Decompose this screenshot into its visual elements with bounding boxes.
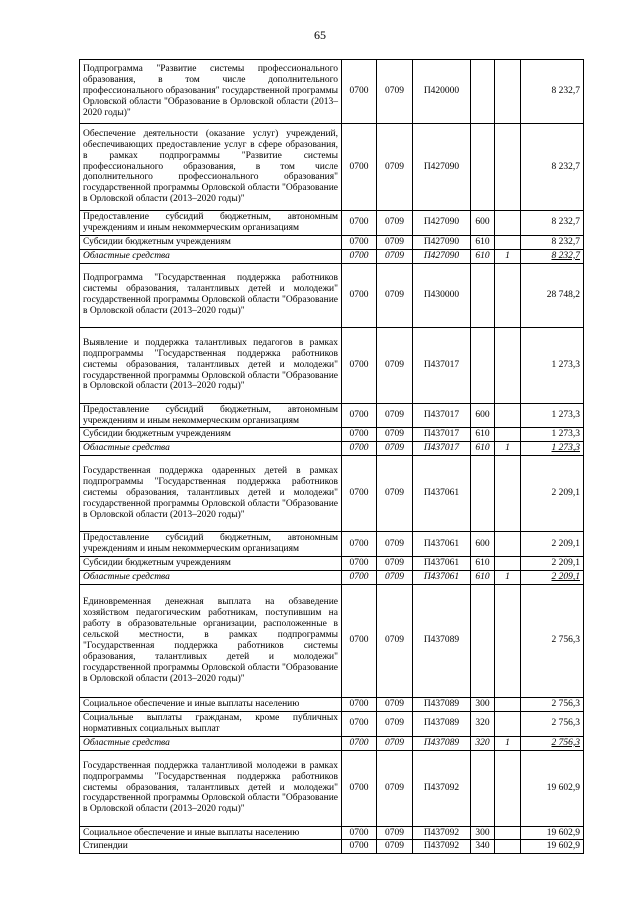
section-code-cell: 0700	[342, 697, 377, 711]
funding-source-cell: 1	[495, 249, 521, 263]
table-body	[80, 60, 584, 854]
row-name-cell: Предоставление субсидий бюджетным, автономным учреждениям и иным некоммерческим организациям	[80, 532, 342, 557]
funding-source-cell	[495, 124, 521, 211]
section-code-cell: 0700	[342, 235, 377, 249]
table-row	[80, 584, 584, 697]
row-name-cell: Обеспечение деятельности (оказание услуг) учреждений, обеспечивающих предоставление услуг в сфере образования, в рамках подпрограммы "Развитие системы профессионального образования, в том числе дополнительного профессионального образования" государственной программы Орловской области "Образование в Орловской области (2013–2020 годы)"	[80, 124, 342, 211]
row-name-cell: Субсидии бюджетным учреждениям	[80, 428, 342, 442]
amount-cell: 19 602,9	[521, 840, 584, 854]
row-name-cell: Областные средства	[80, 570, 342, 584]
row-name-cell: Социальные выплаты гражданам, кроме публичных нормативных социальных выплат	[80, 711, 342, 736]
subsection-code-cell: 0709	[377, 557, 413, 571]
funding-source-cell	[495, 60, 521, 124]
section-code-cell: 0700	[342, 249, 377, 263]
subsection-code-cell: 0709	[377, 584, 413, 697]
expense-type-cell: 610	[471, 249, 495, 263]
section-code-cell: 0700	[342, 211, 377, 236]
amount-value: 2 209,1	[551, 571, 580, 582]
amount-cell: 1 273,3	[521, 327, 584, 403]
expense-type-cell: 600	[471, 403, 495, 428]
expense-type-cell: 340	[471, 840, 495, 854]
target-article-cell: П437089	[413, 584, 471, 697]
table-row	[80, 249, 584, 263]
funding-source-cell	[495, 711, 521, 736]
section-code-cell: 0700	[342, 750, 377, 826]
row-name-cell: Выявление и поддержка талантливых педагогов в рамках подпрограммы "Государственная поддержка работников системы образования, талантливых детей и молодежи" государственной программы Орловской области "Образование в Орловской области (2013–2020 годы)"	[80, 327, 342, 403]
target-article-cell: П437061	[413, 570, 471, 584]
funding-source-cell: 1	[495, 442, 521, 456]
expense-type-cell: 610	[471, 570, 495, 584]
section-code-cell: 0700	[342, 557, 377, 571]
subsection-code-cell: 0709	[377, 428, 413, 442]
amount-cell: 1 273,3	[521, 403, 584, 428]
section-code-cell: 0700	[342, 532, 377, 557]
amount-value: 1 273,3	[551, 443, 580, 454]
funding-source-cell	[495, 826, 521, 840]
table-row	[80, 428, 584, 442]
amount-cell: 19 602,9	[521, 750, 584, 826]
expense-type-cell: 600	[471, 211, 495, 236]
target-article-cell: П420000	[413, 60, 471, 124]
amount-cell: 2 209,1	[521, 532, 584, 557]
expense-type-cell	[471, 456, 495, 532]
subsection-code-cell: 0709	[377, 750, 413, 826]
expense-type-cell	[471, 584, 495, 697]
table-row	[80, 840, 584, 854]
target-article-cell: П427090	[413, 249, 471, 263]
expense-type-cell	[471, 263, 495, 327]
amount-cell: 28 748,2	[521, 263, 584, 327]
amount-cell: 8 232,7	[521, 235, 584, 249]
subsection-code-cell: 0709	[377, 736, 413, 750]
subsection-code-cell: 0709	[377, 403, 413, 428]
funding-source-cell	[495, 211, 521, 236]
table-row	[80, 327, 584, 403]
budget-table	[79, 59, 584, 854]
amount-cell: 2 756,3	[521, 697, 584, 711]
amount-cell	[521, 442, 584, 456]
target-article-cell: П430000	[413, 263, 471, 327]
target-article-cell: П437017	[413, 442, 471, 456]
target-article-cell: П437089	[413, 711, 471, 736]
amount-cell: 8 232,7	[521, 60, 584, 124]
funding-source-cell	[495, 697, 521, 711]
amount-cell: 2 209,1	[521, 456, 584, 532]
target-article-cell: П437089	[413, 736, 471, 750]
subsection-code-cell: 0709	[377, 263, 413, 327]
section-code-cell: 0700	[342, 711, 377, 736]
subsection-code-cell: 0709	[377, 826, 413, 840]
table-row	[80, 263, 584, 327]
expense-type-cell: 320	[471, 736, 495, 750]
table-row	[80, 403, 584, 428]
funding-source-cell	[495, 327, 521, 403]
row-name-cell: Государственная поддержка одаренных детей в рамках подпрограммы "Государственная поддержка работников системы образования, талантливых детей и молодежи" государственной программы Орловской области "Образование в Орловской области (2013–2020 годы)"	[80, 456, 342, 532]
subsection-code-cell: 0709	[377, 124, 413, 211]
amount-cell	[521, 736, 584, 750]
table-row	[80, 60, 584, 124]
row-name-cell: Предоставление субсидий бюджетным, автономным учреждениям и иным некоммерческим организациям	[80, 403, 342, 428]
subsection-code-cell: 0709	[377, 235, 413, 249]
table-row	[80, 211, 584, 236]
target-article-cell: П437017	[413, 428, 471, 442]
table-row	[80, 557, 584, 571]
funding-source-cell	[495, 840, 521, 854]
subsection-code-cell: 0709	[377, 697, 413, 711]
funding-source-cell	[495, 584, 521, 697]
target-article-cell: П437061	[413, 456, 471, 532]
funding-source-cell	[495, 532, 521, 557]
funding-source-cell	[495, 428, 521, 442]
table-row	[80, 711, 584, 736]
table-row	[80, 442, 584, 456]
expense-type-cell: 610	[471, 557, 495, 571]
funding-source-cell	[495, 403, 521, 428]
expense-type-cell: 320	[471, 711, 495, 736]
subsection-code-cell: 0709	[377, 711, 413, 736]
section-code-cell: 0700	[342, 263, 377, 327]
row-name-cell: Социальное обеспечение и иные выплаты населению	[80, 826, 342, 840]
page-number: 65	[314, 28, 326, 42]
table-row	[80, 124, 584, 211]
subsection-code-cell: 0709	[377, 60, 413, 124]
amount-cell: 8 232,7	[521, 211, 584, 236]
section-code-cell: 0700	[342, 584, 377, 697]
amount-value: 2 756,3	[551, 737, 580, 748]
table-row	[80, 532, 584, 557]
target-article-cell: П437092	[413, 840, 471, 854]
row-name-cell: Единовременная денежная выплата на обзаведение хозяйством педагогическим работникам, поступившим на работу в образовательные организации, расположенные в сельской местности, в рамках подпрограммы "Государственная поддержка работников системы образования, талантливых детей и молодежи" государственной программы Орловской области "Образование в Орловской области (2013–2020 годы)"	[80, 584, 342, 697]
subsection-code-cell: 0709	[377, 249, 413, 263]
funding-source-cell	[495, 456, 521, 532]
amount-cell	[521, 249, 584, 263]
funding-source-cell	[495, 263, 521, 327]
funding-source-cell: 1	[495, 736, 521, 750]
amount-cell: 19 602,9	[521, 826, 584, 840]
subsection-code-cell: 0709	[377, 570, 413, 584]
section-code-cell: 0700	[342, 403, 377, 428]
section-code-cell: 0700	[342, 442, 377, 456]
amount-value: 8 232,7	[551, 250, 580, 261]
section-code-cell: 0700	[342, 327, 377, 403]
expense-type-cell	[471, 124, 495, 211]
target-article-cell: П437092	[413, 826, 471, 840]
row-name-cell: Областные средства	[80, 442, 342, 456]
expense-type-cell: 600	[471, 532, 495, 557]
amount-cell	[521, 570, 584, 584]
expense-type-cell	[471, 327, 495, 403]
amount-cell: 2 756,3	[521, 584, 584, 697]
table-row	[80, 456, 584, 532]
expense-type-cell: 610	[471, 428, 495, 442]
subsection-code-cell: 0709	[377, 442, 413, 456]
row-name-cell: Подпрограмма "Государственная поддержка работников системы образования, талантливых детей и молодежи" государственной программы Орловской области "Образование в Орловской области (2013–2020 годы)"	[80, 263, 342, 327]
target-article-cell: П437061	[413, 557, 471, 571]
funding-source-cell	[495, 235, 521, 249]
target-article-cell: П427090	[413, 235, 471, 249]
amount-cell: 8 232,7	[521, 124, 584, 211]
table-row	[80, 736, 584, 750]
subsection-code-cell: 0709	[377, 211, 413, 236]
subsection-code-cell: 0709	[377, 532, 413, 557]
section-code-cell: 0700	[342, 428, 377, 442]
section-code-cell: 0700	[342, 840, 377, 854]
row-name-cell: Областные средства	[80, 249, 342, 263]
row-name-cell: Субсидии бюджетным учреждениям	[80, 235, 342, 249]
expense-type-cell: 610	[471, 235, 495, 249]
section-code-cell: 0700	[342, 124, 377, 211]
target-article-cell: П427090	[413, 211, 471, 236]
expense-type-cell	[471, 750, 495, 826]
target-article-cell: П437089	[413, 697, 471, 711]
target-article-cell: П437092	[413, 750, 471, 826]
subsection-code-cell: 0709	[377, 456, 413, 532]
expense-type-cell	[471, 60, 495, 124]
row-name-cell: Стипендии	[80, 840, 342, 854]
table-row	[80, 826, 584, 840]
table-row	[80, 235, 584, 249]
target-article-cell: П427090	[413, 124, 471, 211]
row-name-cell: Областные средства	[80, 736, 342, 750]
funding-source-cell	[495, 750, 521, 826]
row-name-cell: Государственная поддержка талантливой молодежи в рамках подпрограммы "Государственная поддержка работников системы образования, талантливых детей и молодежи" государственной программы Орловской области "Образование в Орловской области (2013–2020 годы)"	[80, 750, 342, 826]
section-code-cell: 0700	[342, 736, 377, 750]
funding-source-cell	[495, 557, 521, 571]
section-code-cell: 0700	[342, 826, 377, 840]
amount-cell: 2 209,1	[521, 557, 584, 571]
subsection-code-cell: 0709	[377, 327, 413, 403]
section-code-cell: 0700	[342, 570, 377, 584]
target-article-cell: П437061	[413, 532, 471, 557]
expense-type-cell: 300	[471, 826, 495, 840]
row-name-cell: Социальное обеспечение и иные выплаты населению	[80, 697, 342, 711]
table-row	[80, 570, 584, 584]
funding-source-cell: 1	[495, 570, 521, 584]
section-code-cell: 0700	[342, 60, 377, 124]
table-row	[80, 697, 584, 711]
target-article-cell: П437017	[413, 403, 471, 428]
row-name-cell: Подпрограмма "Развитие системы профессионального образования, в том числе дополнительного профессионального образования" государственной программы Орловской области "Образование в Орловской области (2013–2020 годы)"	[80, 60, 342, 124]
amount-cell: 1 273,3	[521, 428, 584, 442]
amount-cell: 2 756,3	[521, 711, 584, 736]
section-code-cell: 0700	[342, 456, 377, 532]
table-row	[80, 750, 584, 826]
subsection-code-cell: 0709	[377, 840, 413, 854]
row-name-cell: Предоставление субсидий бюджетным, автономным учреждениям и иным некоммерческим организациям	[80, 211, 342, 236]
expense-type-cell: 610	[471, 442, 495, 456]
expense-type-cell: 300	[471, 697, 495, 711]
target-article-cell: П437017	[413, 327, 471, 403]
row-name-cell: Субсидии бюджетным учреждениям	[80, 557, 342, 571]
